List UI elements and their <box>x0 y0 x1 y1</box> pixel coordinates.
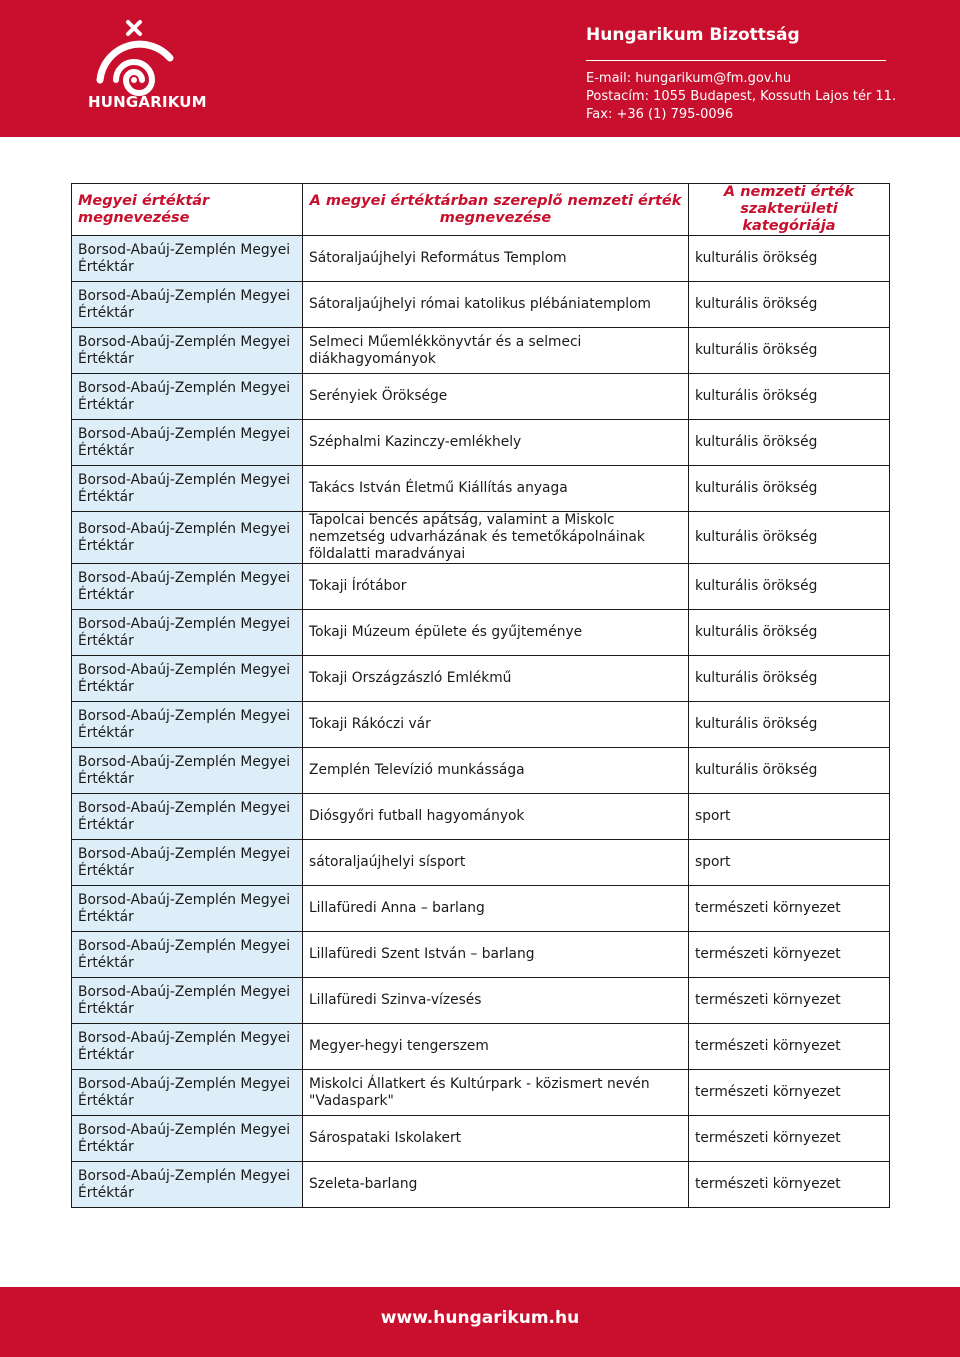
cell-value: Lillafüredi Szinva-vízesés <box>303 978 689 1024</box>
table-row <box>72 512 890 564</box>
table-row <box>72 932 890 978</box>
cell-category: kulturális örökség <box>689 236 890 282</box>
org-divider <box>586 60 886 61</box>
cell-category: természeti környezet <box>689 1116 890 1162</box>
table-row <box>72 702 890 748</box>
cell-county: Borsod-Abaúj-Zemplén Megyei Értéktár <box>72 840 303 886</box>
cell-category: természeti környezet <box>689 1162 890 1208</box>
org-email[interactable]: E-mail: hungarikum@fm.gov.hu <box>586 71 792 86</box>
table-row <box>72 886 890 932</box>
table-row <box>72 794 890 840</box>
cell-category: sport <box>689 794 890 840</box>
logo-wordmark: HUNGARIKUM <box>88 93 207 111</box>
cell-value: Tokaji Rákóczi vár <box>303 702 689 748</box>
cell-county: Borsod-Abaúj-Zemplén Megyei Értéktár <box>72 1116 303 1162</box>
table-row <box>72 1070 890 1116</box>
cell-value: Széphalmi Kazinczy-emlékhely <box>303 420 689 466</box>
cell-category: kulturális örökség <box>689 420 890 466</box>
cell-category: sport <box>689 840 890 886</box>
org-contact-block <box>586 24 896 124</box>
table-row <box>72 564 890 610</box>
cell-value: Szeleta-barlang <box>303 1162 689 1208</box>
cell-county: Borsod-Abaúj-Zemplén Megyei Értéktár <box>72 1070 303 1116</box>
cell-category: természeti környezet <box>689 886 890 932</box>
table-row <box>72 1116 890 1162</box>
cell-value: Diósgyőri futball hagyományok <box>303 794 689 840</box>
cell-category: természeti környezet <box>689 932 890 978</box>
cell-value: Tokaji Múzeum épülete és gyűjteménye <box>303 610 689 656</box>
cell-county: Borsod-Abaúj-Zemplén Megyei Értéktár <box>72 328 303 374</box>
cell-county: Borsod-Abaúj-Zemplén Megyei Értéktár <box>72 466 303 512</box>
cell-value: sátoraljaújhelyi sísport <box>303 840 689 886</box>
table-body <box>72 236 890 1208</box>
table-row <box>72 610 890 656</box>
table-row <box>72 282 890 328</box>
header-band <box>0 0 960 137</box>
cell-county: Borsod-Abaúj-Zemplén Megyei Értéktár <box>72 610 303 656</box>
cell-county: Borsod-Abaúj-Zemplén Megyei Értéktár <box>72 236 303 282</box>
column-header-category: A nemzeti érték szakterületi kategóriája <box>689 184 890 236</box>
cell-category: kulturális örökség <box>689 374 890 420</box>
org-fax: Fax: +36 (1) 795-0096 <box>586 107 734 122</box>
cell-value: Zemplén Televízió munkássága <box>303 748 689 794</box>
table-row <box>72 374 890 420</box>
table-row <box>72 466 890 512</box>
cell-county: Borsod-Abaúj-Zemplén Megyei Értéktár <box>72 932 303 978</box>
cell-value: Tapolcai bencés apátság, valamint a Miskolc nemzetség udvarházának és temetőkápolnáinak földalatti maradványai <box>303 512 689 564</box>
cell-value: Lillafüredi Anna – barlang <box>303 886 689 932</box>
table-row <box>72 840 890 886</box>
cell-county: Borsod-Abaúj-Zemplén Megyei Értéktár <box>72 1162 303 1208</box>
org-postal-address: Postacím: 1055 Budapest, Kossuth Lajos tér 11. <box>586 89 897 104</box>
cell-category: kulturális örökség <box>689 512 890 564</box>
cell-value: Tokaji Országzászló Emlékmű <box>303 656 689 702</box>
cell-category: kulturális örökség <box>689 748 890 794</box>
cell-category: kulturális örökség <box>689 702 890 748</box>
cell-value: Selmeci Műemlékkönyvtár és a selmeci diákhagyományok <box>303 328 689 374</box>
column-header-county: Megyei értéktár megnevezése <box>72 184 303 236</box>
cell-county: Borsod-Abaúj-Zemplén Megyei Értéktár <box>72 702 303 748</box>
table-row <box>72 1024 890 1070</box>
cell-county: Borsod-Abaúj-Zemplén Megyei Értéktár <box>72 512 303 564</box>
cell-value: Sátoraljaújhelyi római katolikus plébániatemplom <box>303 282 689 328</box>
cell-county: Borsod-Abaúj-Zemplén Megyei Értéktár <box>72 794 303 840</box>
cell-category: kulturális örökség <box>689 564 890 610</box>
table-row <box>72 328 890 374</box>
cell-category: kulturális örökség <box>689 610 890 656</box>
cell-category: természeti környezet <box>689 1070 890 1116</box>
table-row <box>72 656 890 702</box>
table-row <box>72 748 890 794</box>
cell-county: Borsod-Abaúj-Zemplén Megyei Értéktár <box>72 564 303 610</box>
table-row <box>72 420 890 466</box>
cell-county: Borsod-Abaúj-Zemplén Megyei Értéktár <box>72 420 303 466</box>
cell-value: Megyer-hegyi tengerszem <box>303 1024 689 1070</box>
cell-county: Borsod-Abaúj-Zemplén Megyei Értéktár <box>72 886 303 932</box>
cell-value: Lillafüredi Szent István – barlang <box>303 932 689 978</box>
cell-category: kulturális örökség <box>689 328 890 374</box>
table-row <box>72 236 890 282</box>
cell-county: Borsod-Abaúj-Zemplén Megyei Értéktár <box>72 748 303 794</box>
footer-website-link[interactable]: www.hungarikum.hu <box>380 1308 580 1328</box>
cell-value: Takács István Életmű Kiállítás anyaga <box>303 466 689 512</box>
values-table <box>71 183 890 1208</box>
table-row <box>72 978 890 1024</box>
cell-value: Tokaji Írótábor <box>303 564 689 610</box>
cell-county: Borsod-Abaúj-Zemplén Megyei Értéktár <box>72 374 303 420</box>
table-row <box>72 1162 890 1208</box>
cell-county: Borsod-Abaúj-Zemplén Megyei Értéktár <box>72 1024 303 1070</box>
cell-category: természeti környezet <box>689 1024 890 1070</box>
column-header-value: A megyei értéktárban szereplő nemzeti érték megnevezése <box>303 184 689 236</box>
cell-category: kulturális örökség <box>689 656 890 702</box>
cell-value: Sárospataki Iskolakert <box>303 1116 689 1162</box>
table-header-row <box>72 184 890 236</box>
cell-value: Serényiek Öröksége <box>303 374 689 420</box>
cell-category: kulturális örökség <box>689 466 890 512</box>
cell-value: Sátoraljaújhelyi Református Templom <box>303 236 689 282</box>
cell-category: kulturális örökség <box>689 282 890 328</box>
org-name: Hungarikum Bizottság <box>586 25 800 45</box>
cell-value: Miskolci Állatkert és Kultúrpark - közismert nevén "Vadaspark" <box>303 1070 689 1116</box>
cell-category: természeti környezet <box>689 978 890 1024</box>
cell-county: Borsod-Abaúj-Zemplén Megyei Értéktár <box>72 978 303 1024</box>
cell-county: Borsod-Abaúj-Zemplén Megyei Értéktár <box>72 282 303 328</box>
cell-county: Borsod-Abaúj-Zemplén Megyei Értéktár <box>72 656 303 702</box>
